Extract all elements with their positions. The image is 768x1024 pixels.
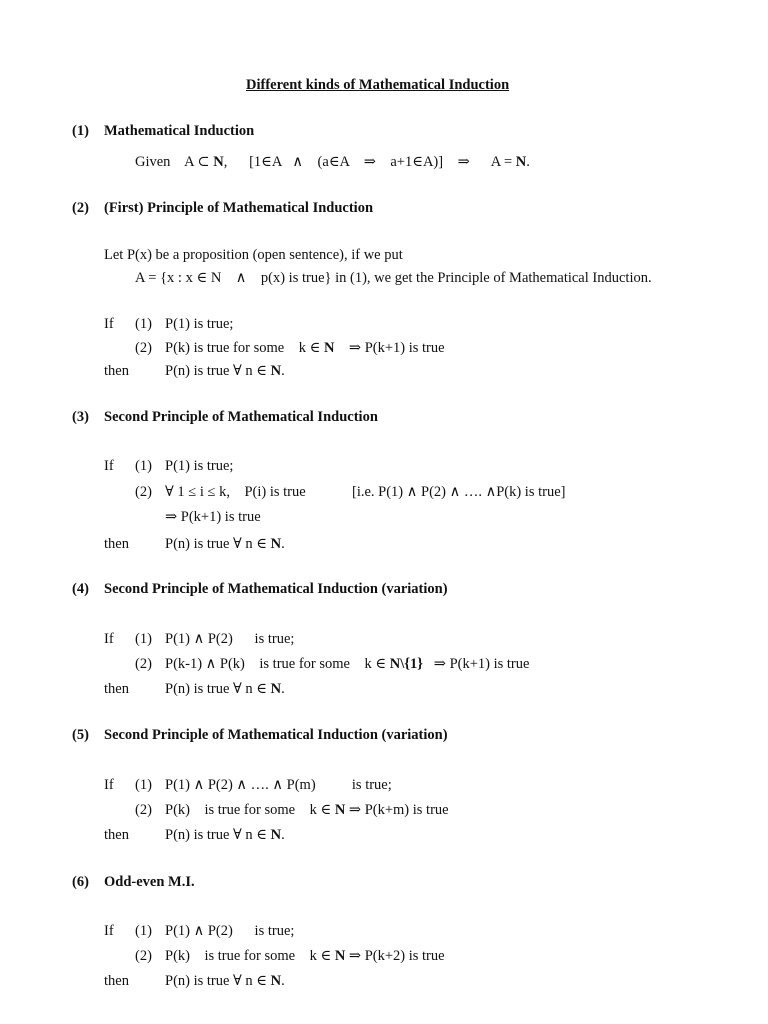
line-text: P(1) is true; — [165, 458, 234, 474]
page-title: Different kinds of Mathematical Induction — [246, 77, 510, 93]
line-index: (2) — [135, 656, 152, 672]
line-index: (1) — [135, 923, 152, 939]
line-label: If — [104, 316, 114, 332]
line-text: P(1) ∧ P(2) is true; — [165, 923, 295, 939]
line-text: P(1) ∧ P(2) ∧ …. ∧ P(m) is true; — [165, 777, 392, 793]
line-label: then — [104, 973, 129, 989]
line-label: If — [104, 923, 114, 939]
line-index: (2) — [135, 802, 152, 818]
line-label: If — [104, 458, 114, 474]
line-label: then — [104, 536, 129, 552]
line-text: P(1) ∧ P(2) is true; — [165, 631, 295, 647]
section-heading: Second Principle of Mathematical Induction (variation) — [104, 581, 448, 597]
line-index: (2) — [135, 948, 152, 964]
line-label: then — [104, 681, 129, 697]
statement-line: Given A ⊂ N, [1∈A ∧ (a∈A ⇒ a+1∈A)] ⇒ A = N. — [135, 154, 530, 170]
section-heading: Odd-even M.I. — [104, 874, 195, 890]
line-text: P(k) is true for some k ∈ N ⇒ P(k+m) is true — [165, 802, 449, 818]
section-heading: (First) Principle of Mathematical Induction — [104, 200, 374, 216]
section-number: (3) — [72, 409, 89, 425]
line-text: P(k) is true for some k ∈ N ⇒ P(k+1) is true — [165, 340, 445, 356]
line-index: (1) — [135, 316, 152, 332]
line-text: P(n) is true ∀ n ∈ N. — [165, 681, 285, 697]
section-heading: Mathematical Induction — [104, 123, 255, 139]
line-text: P(n) is true ∀ n ∈ N. — [165, 363, 285, 379]
line-text: P(n) is true ∀ n ∈ N. — [165, 536, 285, 552]
line-index: (1) — [135, 777, 152, 793]
section-heading: Second Principle of Mathematical Induction — [104, 409, 378, 425]
line-index: (2) — [135, 484, 152, 500]
line-index: (1) — [135, 631, 152, 647]
section-number: (1) — [72, 123, 89, 139]
text-line: A = {x : x ∈ N ∧ p(x) is true} in (1), we get the Principle of Mathematical Induction. — [135, 270, 652, 286]
section-number: (5) — [72, 727, 89, 743]
line-index: (1) — [135, 458, 152, 474]
section-number: (2) — [72, 200, 89, 216]
section-heading: Second Principle of Mathematical Induction (variation) — [104, 727, 448, 743]
line-text: P(1) is true; — [165, 316, 234, 332]
line-text: P(n) is true ∀ n ∈ N. — [165, 973, 285, 989]
line-text: P(k-1) ∧ P(k) is true for some k ∈ N\{1} ⇒ P(k+1) is true — [165, 656, 530, 672]
line-text: P(n) is true ∀ n ∈ N. — [165, 827, 285, 843]
line-label: then — [104, 827, 129, 843]
section-number: (6) — [72, 874, 89, 890]
line-text: P(k) is true for some k ∈ N ⇒ P(k+2) is true — [165, 948, 445, 964]
line-index: (2) — [135, 340, 152, 356]
line-label: then — [104, 363, 129, 379]
line-text: ∀ 1 ≤ i ≤ k, P(i) is true — [165, 484, 306, 500]
line-note: [i.e. P(1) ∧ P(2) ∧ …. ∧P(k) is true] — [352, 484, 566, 500]
section-number: (4) — [72, 581, 89, 597]
line-label: If — [104, 631, 114, 647]
line-label: If — [104, 777, 114, 793]
line-text: ⇒ P(k+1) is true — [165, 509, 261, 525]
text-line: Let P(x) be a proposition (open sentence), if we put — [104, 247, 403, 263]
